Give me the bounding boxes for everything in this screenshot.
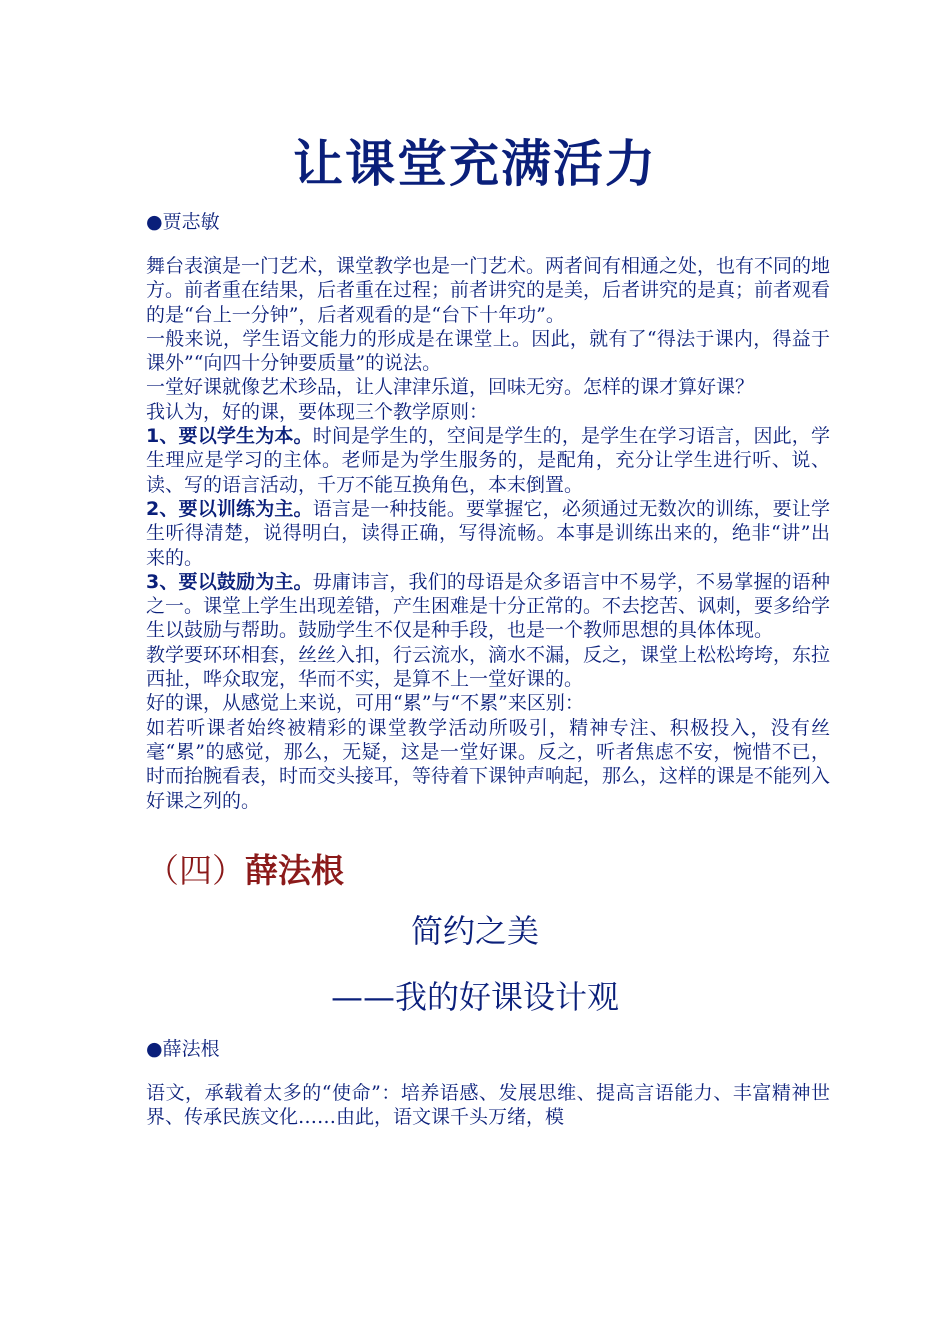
paragraph: 好的课，从感觉上来说，可用“累”与“不累”来区别： <box>146 692 584 715</box>
paragraph: 舞台表演是一门艺术，课堂教学也是一门艺术。两者间有相通之处，也有不同的地方。前者重在结果，后者重在过程；前者讲究的是美，后者讲究的是真；前者观看的是“台上一分钟”，后者观看的是“台下十年功”。 <box>146 255 831 326</box>
paragraph: 一堂好课就像艺术珍品，让人津津乐道，回味无穷。怎样的课才算好课？ <box>146 376 755 399</box>
paragraph: 如若听课者始终被精彩的课堂教学活动所吸引，精神专注、积极投入，没有丝毫“累”的感觉，那么，无疑，这是一堂好课。反之，听者焦虑不安，惋惜不已，时而抬腕看表，时而交头接耳，等待着下课钟声响起，那么，这样的课是不能列入好课之列的。 <box>146 716 831 812</box>
principle-paragraph: 3、要以鼓励为主。毋庸讳言，我们的母语是众多语言中不易学，不易掌握的语种之一。课堂上学生出现差错，产生困难是十分正常的。不去挖苦、讽刺，要多给学生以鼓励与帮助。鼓励学生不仅是种手段，也是一个教师思想的具体体现。 <box>146 570 831 642</box>
paragraph: 教学要环环相套，丝丝入扣，行云流水，滴水不漏，反之，课堂上松松垮垮，东拉西扯，哗众取宠，华而不实，是算不上一堂好课的。 <box>146 643 831 691</box>
principle-paragraph: 2、要以训练为主。语言是一种技能。要掌握它，必须通过无数次的训练，要让学生听得清楚，说得明白，读得正确，写得流畅。本事是训练出来的，绝非“讲”出来的。 <box>146 497 830 569</box>
principle-heading: 2、要以训练为主。 <box>146 497 313 520</box>
article-title: 让课堂充满活力 <box>293 135 657 193</box>
section-heading <box>146 851 830 891</box>
article-body-2 <box>146 1081 830 1130</box>
author-line: ●贾志敏 <box>146 211 220 233</box>
article-body <box>146 254 830 813</box>
author-line-2: ●薛法根 <box>146 1037 220 1060</box>
section-name: 薛法根 <box>245 850 344 890</box>
article-subtitle-2: ——我的好课设计观 <box>330 977 619 1016</box>
paragraph: 一般来说，学生语文能力的形成是在课堂上。因此，就有了“得法于课内，得益于课外”“向四十分钟要质量”的说法。 <box>146 327 830 375</box>
principle-heading: 3、要以鼓励为主。 <box>146 570 313 593</box>
principle-paragraph: 1、要以学生为本。时间是学生的，空间是学生的，是学生在学习语言，因此，学生理应是学习的主体。老师是为学生服务的，是配角，充分让学生进行听、说、读、写的语言活动，千万不能互换角色，本末倒置。 <box>146 425 830 496</box>
article-title-2: 简约之美 <box>410 911 539 950</box>
section-number: （四） <box>146 850 245 890</box>
paragraph: 我认为，好的课，要体现三个教学原则： <box>146 400 489 423</box>
principle-heading: 1、要以学生为本。 <box>146 425 313 448</box>
paragraph: 语文，承载着太多的“使命”：培养语感、发展思维、提高言语能力、丰富精神世界、传承民族文化……由此，语文课千头万绪，模 <box>146 1081 830 1129</box>
